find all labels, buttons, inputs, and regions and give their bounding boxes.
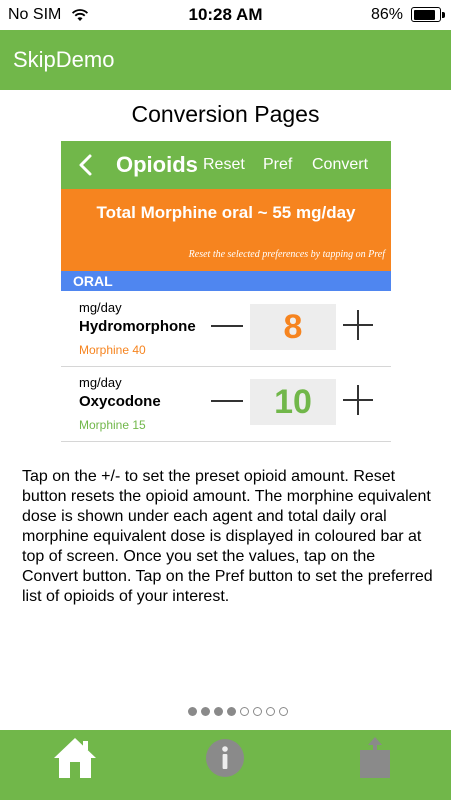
screenshot-nav-bar bbox=[61, 141, 391, 189]
total-morphine-text: Total Morphine oral ~ 55 mg/day bbox=[96, 203, 356, 222]
drug-unit: mg/day bbox=[79, 375, 122, 390]
total-morphine-hint: Reset the selected preferences by tapping on Pref bbox=[188, 249, 385, 260]
battery-tip bbox=[442, 12, 445, 18]
page-dot bbox=[227, 707, 236, 716]
instructions-text: Tap on the +/- to set the preset opioid amount. Reset button resets the opioid amount. The morphine equivalent dose is shown under each agent and total daily oral morphine equivalent dose is displayed in coloured bar at top of screen. Once you set the values, tap on the Convert button. Tap on the Pref button to set the preferred list of opioids of your interest. bbox=[22, 468, 433, 605]
dose-amount: 8 bbox=[250, 304, 336, 350]
plus-icon bbox=[343, 385, 373, 415]
battery-percent: 86% bbox=[370, 6, 403, 23]
morphine-equivalent: Morphine 40 bbox=[79, 343, 146, 357]
tab-home[interactable] bbox=[50, 730, 100, 800]
chevron-left-icon bbox=[75, 153, 97, 177]
page-dot bbox=[279, 707, 288, 716]
clock: 10:28 AM bbox=[188, 5, 263, 24]
share-icon bbox=[350, 730, 400, 800]
drug-row-hydromorphone bbox=[61, 294, 391, 367]
battery-icon bbox=[411, 7, 441, 22]
tab-share[interactable] bbox=[350, 730, 400, 800]
drug-name: Oxycodone bbox=[79, 393, 161, 410]
app-bar bbox=[0, 30, 451, 90]
drug-row-oxycodone bbox=[61, 369, 391, 442]
info-icon bbox=[200, 730, 250, 800]
drug-unit: mg/day bbox=[79, 300, 122, 315]
screenshot-convert-button: Convert bbox=[312, 156, 369, 173]
app-title: SkipDemo bbox=[13, 47, 115, 72]
conversion-page-screenshot bbox=[61, 141, 391, 449]
total-morphine-bar bbox=[61, 189, 391, 271]
page-dot bbox=[266, 707, 275, 716]
battery-level bbox=[414, 10, 436, 20]
carrier-label: No SIM bbox=[8, 6, 62, 23]
screenshot-title: Opioids bbox=[116, 152, 198, 177]
page-dot bbox=[240, 707, 249, 716]
tab-bar bbox=[0, 730, 451, 800]
page-dot bbox=[253, 707, 262, 716]
minus-icon bbox=[211, 325, 243, 327]
tab-info[interactable] bbox=[200, 730, 250, 800]
screenshot-reset-button: Reset bbox=[203, 156, 245, 173]
morphine-equivalent: Morphine 15 bbox=[79, 418, 146, 432]
plus-icon bbox=[343, 310, 373, 340]
dose-amount: 10 bbox=[250, 379, 336, 425]
page-dot bbox=[188, 707, 197, 716]
home-icon bbox=[50, 730, 100, 800]
screenshot-pref-button: Pref bbox=[263, 156, 293, 173]
page-dot bbox=[201, 707, 210, 716]
section-header-oral bbox=[61, 271, 391, 291]
page-dot bbox=[214, 707, 223, 716]
minus-icon bbox=[211, 400, 243, 402]
section-label: ORAL bbox=[73, 273, 113, 289]
drug-name: Hydromorphone bbox=[79, 318, 196, 335]
page-heading: Conversion Pages bbox=[131, 101, 320, 127]
status-bar bbox=[0, 0, 451, 30]
